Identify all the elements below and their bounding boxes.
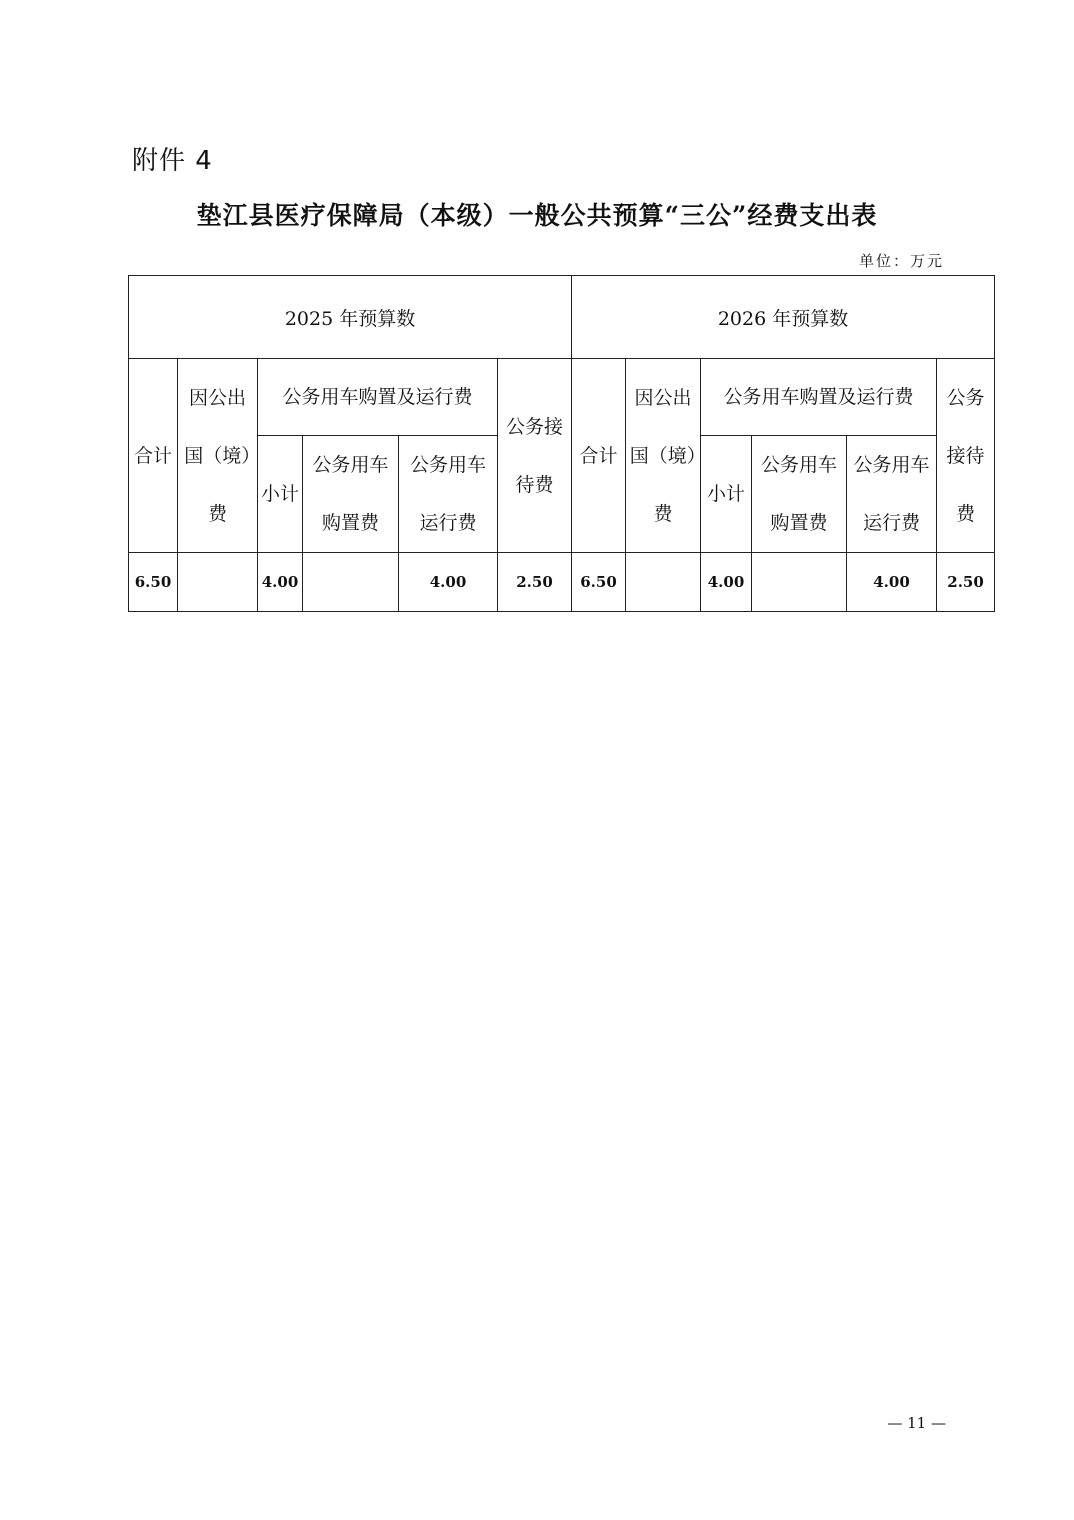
header-2025-reception: 公务接待费 <box>498 359 572 553</box>
category-header-row <box>129 359 995 436</box>
cell-2025-subtotal: 4.00 <box>258 553 303 612</box>
cell-2026-reception: 2.50 <box>937 553 995 612</box>
header-2026-abroad: 因公出国（境）费 <box>626 359 701 553</box>
header-2025-purchase: 公务用车购置费 <box>303 436 399 553</box>
header-2026-vehicle-group: 公务用车购置及运行费 <box>701 359 937 436</box>
header-2025-operation: 公务用车运行费 <box>399 436 498 553</box>
cell-2026-abroad <box>626 553 701 612</box>
cell-2026-subtotal: 4.00 <box>701 553 752 612</box>
cell-2025-operation: 4.00 <box>399 553 498 612</box>
cell-2025-total: 6.50 <box>129 553 178 612</box>
header-2026-purchase: 公务用车购置费 <box>752 436 847 553</box>
year-header-row <box>129 276 995 359</box>
attachment-label: 附件 4 <box>132 146 213 176</box>
cell-2025-purchase <box>303 553 399 612</box>
cell-2025-abroad <box>178 553 258 612</box>
page-number: — 11 — <box>887 1414 946 1432</box>
year-2026-header: 2026 年预算数 <box>572 276 995 359</box>
cell-2026-operation: 4.00 <box>847 553 937 612</box>
budget-table <box>128 275 995 612</box>
document-title: 垫江县医疗保障局（本级）一般公共预算“三公”经费支出表 <box>196 201 878 230</box>
header-2026-reception: 公务接待费 <box>937 359 995 553</box>
cell-2026-total: 6.50 <box>572 553 626 612</box>
cell-2025-reception: 2.50 <box>498 553 572 612</box>
header-2026-operation: 公务用车运行费 <box>847 436 937 553</box>
header-2026-subtotal: 小计 <box>701 436 752 553</box>
year-2025-header: 2025 年预算数 <box>129 276 572 359</box>
header-2025-abroad: 因公出国（境）费 <box>178 359 258 553</box>
table-row <box>129 553 995 612</box>
unit-label: 单位：万元 <box>858 252 944 270</box>
header-2025-vehicle-group: 公务用车购置及运行费 <box>258 359 498 436</box>
cell-2026-purchase <box>752 553 847 612</box>
header-2026-total: 合计 <box>572 359 626 553</box>
header-2025-subtotal: 小计 <box>258 436 303 553</box>
header-2025-total: 合计 <box>129 359 178 553</box>
